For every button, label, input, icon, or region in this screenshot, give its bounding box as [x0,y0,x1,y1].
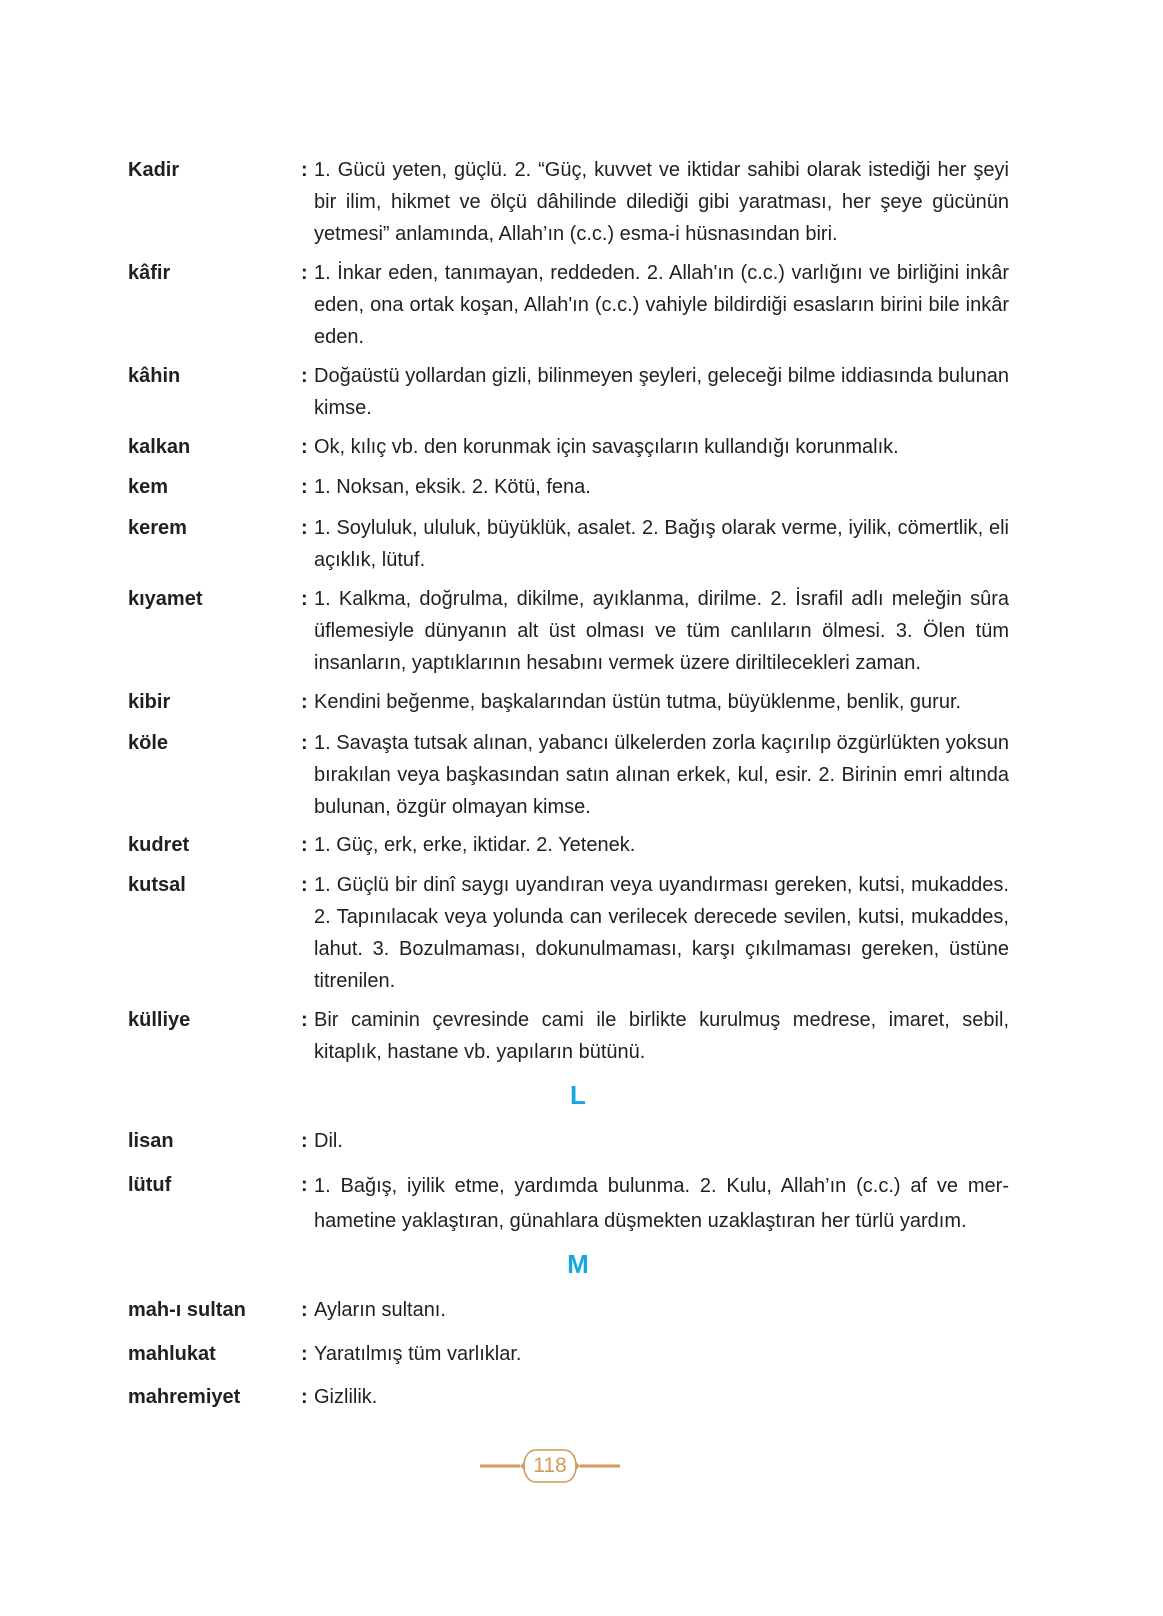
entry-colon: : [301,1299,308,1321]
entry-term: kibir [128,691,171,713]
entry-definition: Gizlilik. [314,1386,378,1408]
entry-colon: : [301,588,308,610]
section-letter-m: M [567,1249,589,1279]
entry-term: kâfir [128,262,171,284]
entry-term: mahremiyet [128,1386,241,1408]
entry-colon: : [301,1386,308,1408]
entry-term: mah-ı sultan [128,1299,246,1321]
entry-definition: Ayların sultanı. [314,1299,446,1321]
entry-colon: : [301,874,308,896]
section-letter-l: L [570,1080,586,1110]
entry-definition: Kendini beğenme, başkalarından üstün tutma, büyüklenme, benlik, gurur. [314,691,962,713]
entry-term: kutsal [128,874,186,896]
entry-definition: Dil. [314,1130,343,1152]
entry-colon: : [301,365,308,387]
entry-definition: 1. Bağış, iyilik etme, yardımda bulunma. 2. Kulu, Allah’ın (c.c.) af ve merhametine yaklaştıran, günahlara düşmekten uzaklaştıran her türlü yardım. [314,1175,1009,1232]
entry-colon: : [301,476,308,498]
entry-term: lisan [128,1130,174,1152]
entry-colon: : [301,834,308,856]
entry-definition: 1. Güçlü bir dinî saygı uyandıran veya uyandırması gereken, kutsi, mukaddes. 2. Tapınılacak veya yolunda can verilecek derecede sevilen, kutsi, mukaddes, lahut. 3. Bozulmaması, dokunulmaması, karşı çıkılmaması gereken, üstüne titrenilen. [314,874,1009,992]
entry-term: kalkan [128,436,191,458]
entry-definition: Ok, kılıç vb. den korunmak için savaşçıların kullandığı korunmalık. [314,436,899,458]
entry-definition: 1. Soyluluk, ululuk, büyüklük, asalet. 2. Bağış olarak verme, iyilik, cömertlik, eli açıklık, lütuf. [314,517,1009,571]
entry-term: külliye [128,1009,191,1031]
entry-definition: 1. Kalkma, doğrulma, dikilme, ayıklanma, dirilme. 2. İsrafil adlı meleğin sûra üflemesiyle dünyanın alt üst olması ve tüm canlıların ölmesi. 3. Ölen tüm insanların, yaptıklarının hesabını vermek üzere diriltilecekleri zaman. [314,588,1009,674]
entry-colon: : [301,1130,308,1152]
entry-colon: : [301,691,308,713]
entry-term: kem [128,476,169,498]
entry-term: Kadir [128,159,180,181]
entry-term: kudret [128,834,190,856]
entry-colon: : [301,436,308,458]
entry-colon: : [301,262,308,284]
entry-colon: : [301,732,308,754]
entry-colon: : [301,1174,308,1196]
entry-definition: 1. Gücü yeten, güçlü. 2. “Güç, kuvvet ve iktidar sahibi olarak istediği her şeyi bir ilim, hikmet ve ölçü dâhilinde dilediği gibi yaratması, her şeye gücünün yetmesi” anlamında, Allah’ın (c.c.) esma-i hüsnasından biri. [314,159,1009,245]
entry-definition: 1. Savaşta tutsak alınan, yabancı ülkelerden zorla kaçırılıp özgürlükten yoksun bırakılan veya başkasından satın alınan erkek, kul, esir. 2. Birinin emri altında bulunan, özgür olmayan kimse. [314,732,1009,818]
entry-colon: : [301,517,308,539]
entry-term: kâhin [128,365,181,387]
entry-definition: Doğaüstü yollardan gizli, bilinmeyen şeyleri, geleceği bilme iddiasında bulunan kimse. [314,365,1009,419]
entry-term: köle [128,732,169,754]
entry-term: lütuf [128,1174,172,1196]
page-number-badge [480,1444,620,1488]
entry-definition: 1. Noksan, eksik. 2. Kötü, fena. [314,476,591,498]
entry-definition: Yaratılmış tüm varlıklar. [314,1343,522,1365]
entry-term: kıyamet [128,588,203,610]
page-number: 118 [533,1454,567,1477]
entry-definition: 1. İnkar eden, tanımayan, reddeden. 2. Allah'ın (c.c.) varlığını ve birliğini inkâr eden, ona ortak koşan, Allah'ın (c.c.) vahiyle bildirdiği esasların birini bile inkâr eden. [314,262,1009,348]
entry-definition: 1. Güç, erk, erke, iktidar. 2. Yetenek. [314,834,636,856]
entry-term: kerem [128,517,187,539]
entry-term: mahlukat [128,1343,216,1365]
entry-colon: : [301,1343,308,1365]
entry-colon: : [301,1009,308,1031]
entry-definition: Bir caminin çevresinde cami ile birlikte kurulmuş medrese, imaret, sebil, kitaplık, hastane vb. yapıların bütünü. [314,1009,1009,1063]
entry-colon: : [301,159,308,181]
